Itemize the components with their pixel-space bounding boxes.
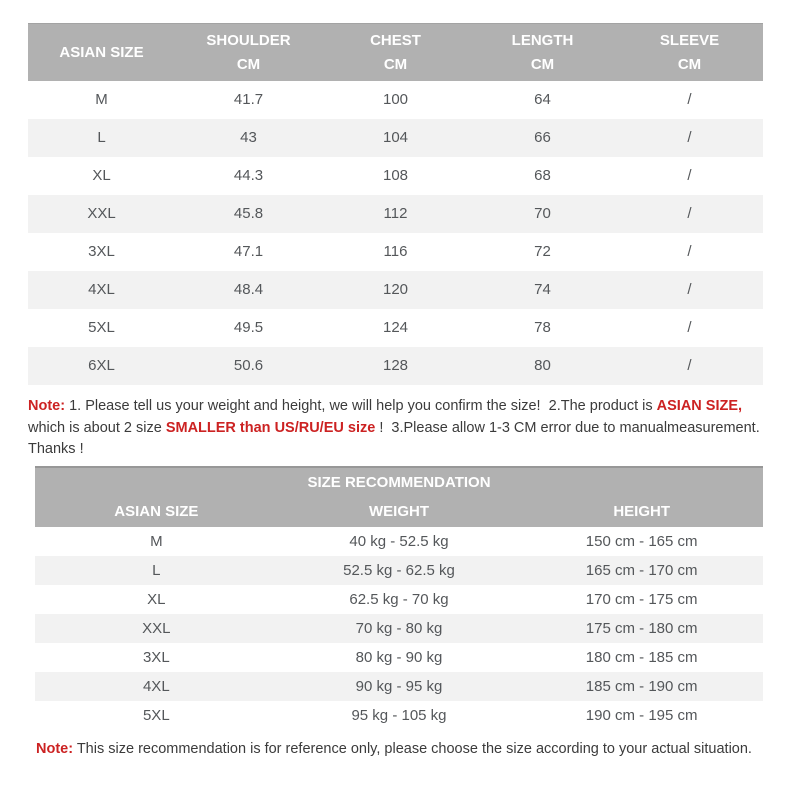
- shoulder-cell: 43: [240, 129, 257, 146]
- header-label: LENGTH: [511, 31, 574, 49]
- shoulder-cell: 45.8: [233, 205, 264, 222]
- weight-cell: 40 kg - 52.5 kg: [349, 533, 449, 550]
- header-shoulder: [175, 24, 322, 81]
- sleeve-cell: /: [687, 91, 692, 108]
- table-row: [35, 672, 763, 701]
- table-row: [28, 119, 763, 157]
- header-unit: CM: [236, 55, 261, 73]
- height-cell: 185 cm - 190 cm: [585, 678, 698, 695]
- weight-cell: 52.5 kg - 62.5 kg: [343, 562, 455, 579]
- weight-cell: 90 kg - 95 kg: [355, 678, 443, 695]
- table-row: [28, 309, 763, 347]
- size-cell: XXL: [142, 620, 171, 637]
- table-row: [28, 233, 763, 271]
- table-row: [28, 347, 763, 385]
- length-cell: 74: [534, 281, 551, 298]
- size-cell: 4XL: [88, 281, 115, 298]
- size-cell: 6XL: [88, 357, 115, 374]
- size-cell: M: [95, 91, 108, 108]
- size-table-header: [28, 24, 763, 81]
- sleeve-cell: /: [687, 243, 692, 260]
- chest-cell: 104: [382, 129, 409, 146]
- table-row: [28, 81, 763, 119]
- note-label: Note:: [28, 398, 66, 414]
- length-cell: 70: [534, 205, 551, 222]
- height-cell: 180 cm - 185 cm: [585, 649, 698, 666]
- size-table: [28, 23, 763, 385]
- height-cell: 175 cm - 180 cm: [585, 620, 698, 637]
- table-row: [28, 271, 763, 309]
- header-unit: CM: [677, 55, 702, 73]
- table-row: [35, 643, 763, 672]
- sleeve-cell: /: [687, 357, 692, 374]
- header-label: SHOULDER: [206, 31, 291, 49]
- length-cell: 72: [534, 243, 551, 260]
- height-cell: 190 cm - 195 cm: [585, 707, 698, 724]
- header-sleeve: [616, 24, 763, 81]
- header-height: HEIGHT: [520, 496, 763, 527]
- note-highlight-asian-size: ASIAN SIZE,: [656, 398, 743, 414]
- table-row: [35, 614, 763, 643]
- measurement-note: [28, 396, 775, 461]
- header-unit: CM: [383, 55, 408, 73]
- table-row: [35, 585, 763, 614]
- note-label: Note:: [36, 741, 74, 757]
- recommendation-title: SIZE RECOMMENDATION: [35, 467, 763, 496]
- weight-cell: 70 kg - 80 kg: [355, 620, 443, 637]
- shoulder-cell: 41.7: [233, 91, 264, 108]
- size-cell: L: [97, 129, 106, 146]
- shoulder-cell: 47.1: [233, 243, 264, 260]
- chest-cell: 120: [382, 281, 409, 298]
- header-label: SLEEVE: [659, 31, 720, 49]
- recommendation-title-row: [35, 467, 763, 496]
- note-highlight-smaller: SMALLER than US/RU/EU size: [165, 419, 376, 436]
- note-text: This size recommendation is for reference only, please choose the size according to your actual situation.: [73, 741, 752, 757]
- length-cell: 68: [534, 167, 551, 184]
- weight-cell: 80 kg - 90 kg: [355, 649, 443, 666]
- table-row: [35, 556, 763, 585]
- table-row: [35, 527, 763, 556]
- header-label: ASIAN SIZE: [59, 43, 144, 61]
- length-cell: 78: [534, 319, 551, 336]
- shoulder-cell: 48.4: [233, 281, 264, 298]
- chest-cell: 112: [383, 205, 408, 222]
- chest-cell: 100: [382, 91, 409, 108]
- note-text: which is about 2 size: [28, 398, 747, 436]
- size-recommendation-table: [35, 466, 763, 730]
- header-asian-size: [28, 24, 175, 81]
- size-cell: L: [152, 562, 161, 579]
- size-cell: 5XL: [88, 319, 115, 336]
- size-cell: 3XL: [142, 649, 170, 666]
- sleeve-cell: /: [687, 167, 692, 184]
- chest-cell: 124: [382, 319, 409, 336]
- table-row: [35, 701, 763, 730]
- recommendation-header: [35, 467, 763, 527]
- chest-cell: 108: [382, 167, 409, 184]
- sleeve-cell: /: [687, 281, 692, 298]
- length-cell: 80: [534, 357, 551, 374]
- size-cell: M: [150, 533, 163, 550]
- sleeve-cell: /: [687, 205, 692, 222]
- shoulder-cell: 50.6: [233, 357, 264, 374]
- note-text: ! 3.Please allow 1-3 CM error due to manualmeasurement. Thanks !: [28, 419, 768, 457]
- recommendation-columns-row: [35, 496, 763, 527]
- header-unit: CM: [530, 55, 555, 73]
- chest-cell: 116: [383, 243, 408, 260]
- table-row: [28, 157, 763, 195]
- shoulder-cell: 44.3: [233, 167, 264, 184]
- size-cell: XL: [147, 591, 166, 608]
- note-text: 1. Please tell us your weight and height, we will help you confirm the size! 2.The product is: [65, 398, 657, 414]
- height-cell: 165 cm - 170 cm: [585, 562, 698, 579]
- table-row: [28, 195, 763, 233]
- size-cell: 3XL: [88, 243, 115, 260]
- shoulder-cell: 49.5: [233, 319, 264, 336]
- header-length: [469, 24, 616, 81]
- size-cell: 4XL: [142, 678, 170, 695]
- height-cell: 170 cm - 175 cm: [585, 591, 698, 608]
- recommendation-body: [35, 527, 763, 730]
- recommendation-note: [36, 739, 778, 761]
- header-chest: [322, 24, 469, 81]
- sleeve-cell: /: [687, 319, 692, 336]
- header-weight: WEIGHT: [278, 496, 521, 527]
- chest-cell: 128: [382, 357, 409, 374]
- length-cell: 66: [534, 129, 551, 146]
- header-asian-size: ASIAN SIZE: [35, 496, 278, 527]
- size-table-header-row: [28, 24, 763, 81]
- size-cell: XL: [92, 167, 111, 184]
- weight-cell: 95 kg - 105 kg: [351, 707, 447, 724]
- size-cell: 5XL: [142, 707, 170, 724]
- height-cell: 150 cm - 165 cm: [585, 533, 698, 550]
- length-cell: 64: [534, 91, 551, 108]
- weight-cell: 62.5 kg - 70 kg: [349, 591, 449, 608]
- sleeve-cell: /: [687, 129, 692, 146]
- size-cell: XXL: [87, 205, 116, 222]
- size-table-body: [28, 81, 763, 385]
- header-label: CHEST: [370, 31, 421, 49]
